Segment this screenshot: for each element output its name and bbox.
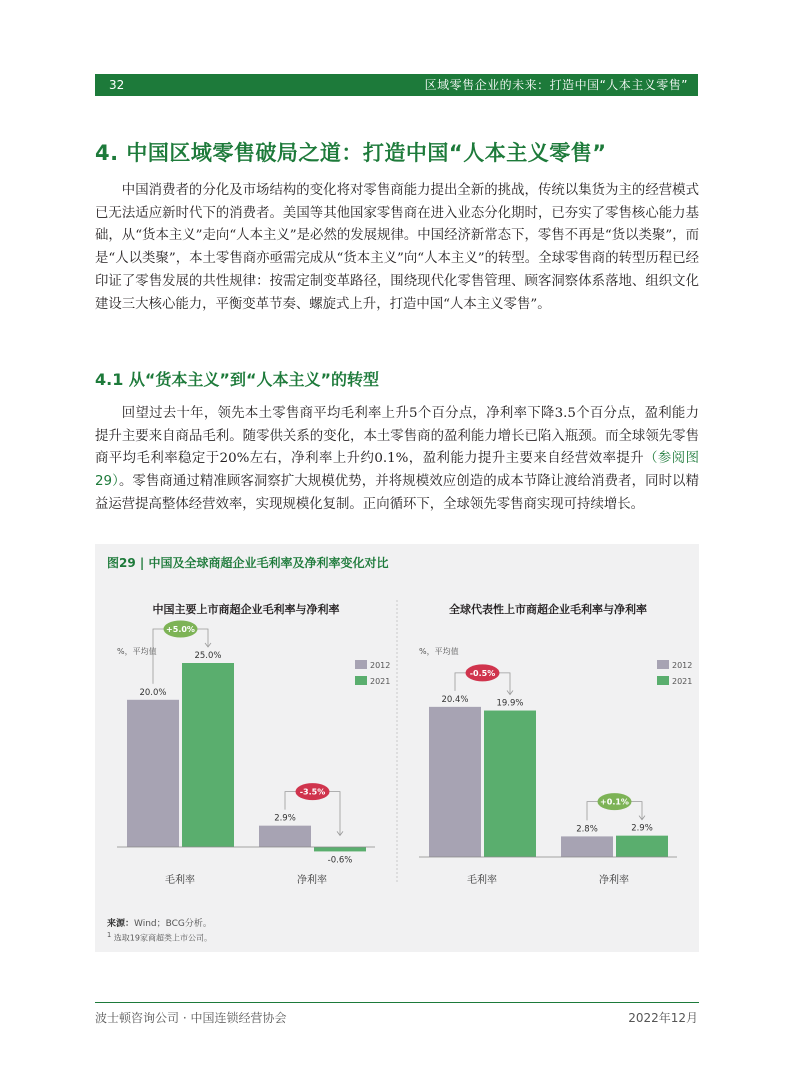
category-label: 毛利率 [165, 875, 195, 886]
data-label: 20.0% [139, 687, 167, 698]
section-paragraph: 中国消费者的分化及市场结构的变化将对零售商能力提出全新的挑战，传统以集货为主的经营模式已无法适应新时代下的消费者。美国等其他国家零售商在进入业态分化期时，已夯实了零售核心能力基础，从“货本主义”走向“人本主义”是必然的发展规律。中国经济新常态下，零售不再是“货以类聚”，而是“人以类聚”，本土零售商亦亟需完成从“货本主义”向“人本主义”的转型。全球零售商的转型历程已经印证了零售发展的共性规律：按需定制变革路径，围绕现代化零售管理、顾客洞察体系落地、组织文化建设三大核心能力，平衡变革节奏、螺旋式上升，打造中国“人本主义零售”。 [95, 183, 699, 312]
change-badge-label: +5.0% [166, 625, 195, 634]
bar-净利率-2012 [259, 826, 311, 847]
legend-label-2021: 2021 [672, 677, 693, 686]
category-label: 毛利率 [467, 875, 497, 886]
chart-title: 中国主要上市商超企业毛利率与净利率 [152, 603, 340, 616]
section-title: 4. 中国区域零售破局之道：打造中国“人本主义零售” [95, 141, 607, 165]
source-label: 来源： [107, 919, 135, 929]
data-label: 20.4% [441, 694, 469, 705]
category-label: 净利率 [297, 875, 327, 886]
paragraph-text: 回望过去十年，领先本土零售商平均毛利率上升5个百分点，净利率下降3.5个百分点，盈利能力提升主要来自商品毛利。随零供关系的变化，本土零售商的盈利能力增长已陷入瓶颈。而全球领先零售商平均毛利率稳定于20%左右，净利率上升约0.1%，盈利能力提升主要来自经营效率提升 [95, 406, 699, 467]
legend-swatch-2021 [657, 676, 669, 685]
change-badge-label: -3.5% [299, 787, 326, 797]
data-label: -0.6% [327, 855, 353, 866]
bar-净利率-2021 [616, 836, 668, 857]
subsection-paragraph [95, 403, 699, 517]
legend-swatch-2012 [355, 660, 367, 669]
header-bar [95, 74, 698, 96]
legend-label-2012: 2012 [672, 661, 693, 670]
bar-毛利率-2021 [484, 711, 536, 857]
footer-publisher: 波士顿咨询公司 · 中国连锁经营协会 [95, 1011, 287, 1025]
footnote [107, 931, 212, 944]
footnote-text: 选取19家商超类上市公司。 [113, 933, 212, 943]
change-badge-label: -0.5% [469, 668, 496, 678]
unit-label: %，平均值 [117, 647, 157, 656]
bar-毛利率-2012 [127, 700, 179, 847]
bar-净利率-2012 [561, 836, 613, 857]
data-label: 19.9% [496, 698, 524, 709]
footer-rule [95, 1002, 699, 1003]
legend-swatch-2021 [355, 676, 367, 685]
change-badge-label: +0.1% [600, 797, 629, 807]
footnote-mark: 1 [107, 931, 112, 939]
page-number: 32 [109, 78, 125, 92]
figure-29 [95, 544, 699, 952]
footer-date: 2022年12月 [628, 1011, 698, 1025]
figure-title: 图29 | 中国及全球商超企业毛利率及净利率变化对比 [107, 556, 389, 570]
data-label: 2.9% [631, 823, 653, 834]
figure-charts [95, 544, 699, 914]
data-label: 2.8% [576, 824, 598, 835]
data-label: 2.9% [274, 813, 296, 824]
unit-label: %，平均值 [419, 647, 459, 656]
legend-label-2021: 2021 [370, 677, 391, 686]
paragraph-text: 。零售商通过精准顾客洞察扩大规模优势，并将规模效应创造的成本节降让渡给消费者，同时以精益运营提高整体经营效率，实现规模化复制。正向循环下，全球领先零售商实现可持续增长。 [95, 474, 699, 512]
chart-title: 全球代表性上市商超企业毛利率与净利率 [449, 603, 647, 616]
bar-毛利率-2012 [429, 707, 481, 857]
legend-swatch-2012 [657, 660, 669, 669]
source-text: Wind；BCG分析。 [134, 919, 212, 929]
subsection-title: 4.1 从“货本主义”到“人本主义”的转型 [95, 370, 379, 389]
legend-label-2012: 2012 [370, 661, 391, 670]
source-line [107, 916, 212, 929]
data-label: 25.0% [194, 651, 222, 661]
category-label: 净利率 [599, 875, 629, 886]
figure-reference-link[interactable]: （参阅图29） [95, 451, 700, 490]
running-title: 区域零售企业的未来：打造中国“人本主义零售” [424, 78, 688, 92]
bar-净利率-2021 [314, 847, 366, 851]
bar-毛利率-2021 [182, 663, 234, 847]
